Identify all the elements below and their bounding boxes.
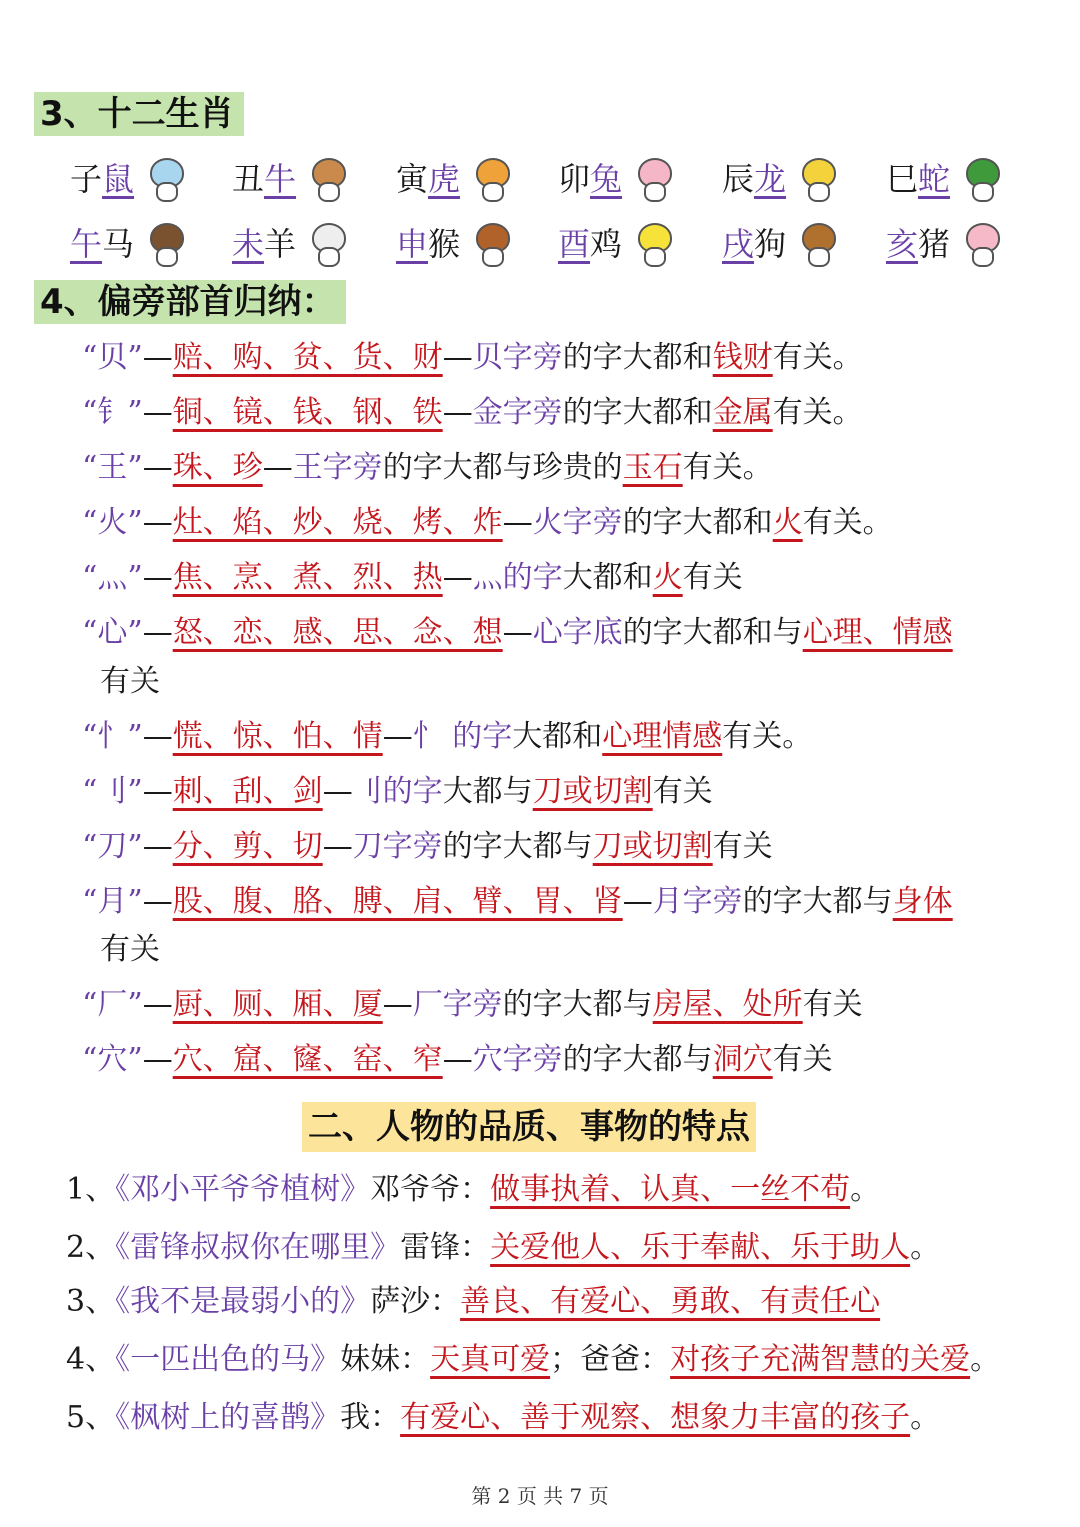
zodiac-branch: 亥: [886, 225, 919, 263]
dash: —: [322, 829, 353, 864]
dash: —: [442, 340, 473, 375]
zodiac-branch: 丑: [232, 160, 265, 198]
zodiac-animal: 鸡: [590, 225, 623, 263]
zodiac-item: [232, 220, 346, 268]
radical-line: [82, 556, 743, 600]
zodiac-branch: 辰: [722, 160, 755, 198]
dash: —: [142, 615, 173, 650]
example-chars: 灶、焰、炒、烧、烤、炸: [172, 505, 503, 540]
radical-quote: “穴”: [82, 1042, 143, 1077]
dash: —: [142, 340, 173, 375]
dash: —: [382, 719, 413, 754]
zodiac-animal: 鼠: [102, 160, 135, 198]
quality-item: [66, 1168, 880, 1212]
radical-name: 忄 的字: [412, 719, 513, 754]
radical-desc: 的字大都与: [742, 884, 893, 919]
character-quality: 善良、有爱心、勇敢、有责任心: [460, 1284, 881, 1319]
example-chars: 厨、厕、厢、厦: [172, 987, 383, 1022]
tiger-icon-body: [482, 182, 504, 202]
dash: —: [142, 560, 173, 595]
radical-line: [82, 825, 773, 869]
pig-icon: [962, 223, 1000, 265]
radical-quote: “忄”: [82, 719, 143, 754]
character-name: 邓爷爷：: [370, 1172, 491, 1207]
sheep-icon-body: [318, 247, 340, 267]
radical-desc: 的字大都和与: [622, 615, 803, 650]
example-chars: 珠、珍: [172, 450, 263, 485]
zodiac-item: [558, 155, 672, 203]
dash: —: [142, 884, 173, 919]
radical-line: [82, 391, 863, 435]
example-chars: 铜、镜、钱、钢、铁: [172, 395, 443, 430]
radical-quote: “灬”: [82, 560, 143, 595]
radical-desc: 的字大都和: [562, 395, 713, 430]
snake-icon: [962, 158, 1000, 200]
radical-name: 心字底: [532, 615, 623, 650]
example-chars: 穴、窟、窿、窑、窄: [172, 1042, 443, 1077]
part-2-banner: 二、人物的品质、事物的特点: [302, 1102, 756, 1152]
character-name: 萨沙：: [370, 1284, 461, 1319]
zodiac-item: [232, 155, 346, 203]
zodiac-animal: 龙: [754, 160, 787, 198]
rabbit-icon-body: [644, 182, 666, 202]
wrap-text-xin: 有关: [100, 664, 160, 699]
radical-end: 有关: [772, 1042, 833, 1077]
radical-quote: “刀”: [82, 829, 143, 864]
example-chars: 焦、烹、煮、烈、热: [172, 560, 443, 595]
zodiac-branch: 未: [232, 225, 265, 263]
radical-end: 有关。: [772, 395, 863, 430]
zodiac-animal: 牛: [264, 160, 297, 198]
radical-name: 穴字旁: [472, 1042, 563, 1077]
ox-icon: [308, 158, 346, 200]
dash: —: [142, 395, 173, 430]
dash: —: [142, 829, 173, 864]
item-tail: 。: [910, 1400, 941, 1435]
dash: —: [622, 884, 653, 919]
item-number: 5、: [66, 1400, 116, 1435]
zodiac-animal: 狗: [754, 225, 787, 263]
zodiac-item: [722, 155, 836, 203]
dragon-icon-body: [808, 182, 830, 202]
radical-end: 有关。: [772, 340, 863, 375]
character-name: 我：: [340, 1400, 401, 1435]
dash: —: [142, 719, 173, 754]
zodiac-item: [886, 220, 1000, 268]
dash: —: [502, 615, 533, 650]
pig-icon-body: [972, 247, 994, 267]
snake-icon-body: [972, 182, 994, 202]
zodiac-branch: 巳: [886, 160, 919, 198]
zodiac-item: [396, 155, 510, 203]
dash: —: [262, 450, 293, 485]
dash: —: [442, 560, 473, 595]
book-title: 《雷锋叔叔你在哪里》: [115, 1230, 401, 1265]
radical-line: [82, 446, 773, 490]
radical-quote: “月”: [82, 884, 143, 919]
example-chars: 赔、购、贫、货、财: [172, 340, 443, 375]
zodiac-branch: 申: [396, 225, 429, 263]
monkey-icon: [472, 223, 510, 265]
example-chars: 怒、恋、感、思、念、想: [172, 615, 503, 650]
zodiac-branch: 酉: [558, 225, 591, 263]
zodiac-branch: 戌: [722, 225, 755, 263]
radical-end: 有关。: [682, 450, 773, 485]
second-character: ；爸爸：: [550, 1342, 671, 1377]
quality-item: [66, 1396, 940, 1440]
quality-item: [66, 1280, 880, 1324]
radical-meaning: 洞穴: [712, 1042, 773, 1077]
zodiac-branch: 寅: [396, 160, 429, 198]
radical-quote: “火”: [82, 505, 143, 540]
tiger-icon: [472, 158, 510, 200]
radical-meaning: 火: [652, 560, 683, 595]
radical-name: 刂的字: [352, 774, 443, 809]
radical-meaning: 金属: [712, 395, 773, 430]
rabbit-icon: [634, 158, 672, 200]
radical-meaning: 火: [772, 505, 803, 540]
sheep-icon: [308, 223, 346, 265]
radical-line: [82, 880, 953, 924]
radical-quote: “王”: [82, 450, 143, 485]
dash: —: [442, 1042, 473, 1077]
radical-quote: “贝”: [82, 340, 143, 375]
monkey-icon-body: [482, 247, 504, 267]
mouse-icon-body: [156, 182, 178, 202]
zodiac-item: [558, 220, 672, 268]
radical-end: 有关。: [802, 505, 893, 540]
dash: —: [142, 505, 173, 540]
radical-desc: 大都和: [562, 560, 653, 595]
quality-item: [66, 1226, 940, 1270]
radical-end: 有关: [712, 829, 773, 864]
radical-meaning: 刀或切割: [532, 774, 653, 809]
radical-quote: “厂”: [82, 987, 143, 1022]
dog-icon-body: [808, 247, 830, 267]
section-3-title: 3、十二生肖: [34, 92, 244, 136]
zodiac-animal: 羊: [264, 225, 297, 263]
radical-quote: “钅”: [82, 395, 143, 430]
radical-name: 火字旁: [532, 505, 623, 540]
zodiac-item: [70, 155, 184, 203]
zodiac-animal: 猪: [918, 225, 951, 263]
character-name: 妹妹：: [340, 1342, 431, 1377]
radical-line: [82, 336, 863, 380]
radical-end: 有关: [682, 560, 743, 595]
item-number: 2、: [66, 1230, 116, 1265]
item-number: 3、: [66, 1284, 116, 1319]
radical-line: [82, 715, 812, 759]
character-name: 雷锋：: [400, 1230, 491, 1265]
dog-icon: [798, 223, 836, 265]
zodiac-item: [396, 220, 510, 268]
radical-meaning: 刀或切割: [592, 829, 713, 864]
radical-quote: “心”: [82, 615, 143, 650]
zodiac-animal: 猴: [428, 225, 461, 263]
zodiac-branch: 子: [70, 160, 103, 198]
zodiac-animal: 兔: [590, 160, 623, 198]
dash: —: [322, 774, 353, 809]
character-quality: 有爱心、善于观察、想象力丰富的孩子: [400, 1400, 911, 1435]
item-number: 1、: [66, 1172, 116, 1207]
radical-meaning: 玉石: [622, 450, 683, 485]
example-chars: 股、腹、胳、膊、肩、臂、胃、肾: [172, 884, 623, 919]
zodiac-animal: 马: [102, 225, 135, 263]
character-quality: 关爱他人、乐于奉献、乐于助人: [490, 1230, 911, 1265]
radical-line: [82, 770, 713, 814]
wrap-text-yue: 有关: [100, 932, 160, 967]
radical-desc: 的字大都和: [562, 340, 713, 375]
mouse-icon: [146, 158, 184, 200]
radical-meaning: 心理情感: [602, 719, 723, 754]
ox-icon-body: [318, 182, 340, 202]
character-quality: 做事执着、认真、一丝不苟: [490, 1172, 851, 1207]
radical-desc: 的字大都与: [562, 1042, 713, 1077]
radical-name: 灬的字: [472, 560, 563, 595]
dash: —: [502, 505, 533, 540]
dash: —: [142, 450, 173, 485]
radical-desc: 大都和: [512, 719, 603, 754]
radical-end: 有关: [652, 774, 713, 809]
radical-line: [82, 611, 953, 655]
zodiac-animal: 蛇: [918, 160, 951, 198]
zodiac-item: [886, 155, 1000, 203]
horse-icon: [146, 223, 184, 265]
radical-line: [82, 983, 863, 1027]
radical-meaning: 房屋、处所: [652, 987, 803, 1022]
radical-name: 金字旁: [472, 395, 563, 430]
radical-name: 贝字旁: [472, 340, 563, 375]
book-title: 《我不是最弱小的》: [115, 1284, 371, 1319]
dragon-icon: [798, 158, 836, 200]
example-chars: 慌、惊、怕、情: [172, 719, 383, 754]
second-quality: 对孩子充满智慧的关爱: [670, 1342, 971, 1377]
radical-desc: 大都与: [442, 774, 533, 809]
character-quality: 天真可爱: [430, 1342, 551, 1377]
book-title: 《枫树上的喜鹊》: [115, 1400, 341, 1435]
zodiac-branch: 午: [70, 225, 103, 263]
item-tail: 。: [850, 1172, 881, 1207]
radical-end: 有关。: [722, 719, 813, 754]
quality-item: [66, 1338, 1000, 1382]
zodiac-branch: 卯: [558, 160, 591, 198]
radical-name: 月字旁: [652, 884, 743, 919]
item-number: 4、: [66, 1342, 116, 1377]
radical-desc: 的字大都和: [622, 505, 773, 540]
section-4-title: 4、偏旁部首归纳：: [34, 280, 346, 324]
item-tail: 。: [910, 1230, 941, 1265]
horse-icon-body: [156, 247, 178, 267]
dash: —: [142, 1042, 173, 1077]
dash: —: [442, 395, 473, 430]
example-chars: 分、剪、切: [172, 829, 323, 864]
zodiac-item: [722, 220, 836, 268]
zodiac-animal: 虎: [428, 160, 461, 198]
zodiac-item: [70, 220, 184, 268]
radical-quote: “刂”: [82, 774, 143, 809]
radical-meaning: 钱财: [712, 340, 773, 375]
radical-end: 有关: [802, 987, 863, 1022]
page-footer: 第 2 页 共 7 页: [471, 1484, 609, 1508]
radical-meaning: 心理、情感: [802, 615, 953, 650]
radical-desc: 的字大都与: [442, 829, 593, 864]
radical-desc: 的字大都与珍贵的: [382, 450, 623, 485]
rooster-icon: [634, 223, 672, 265]
radical-desc: 的字大都与: [502, 987, 653, 1022]
radical-name: 厂字旁: [412, 987, 503, 1022]
radical-line: [82, 1038, 833, 1082]
dash: —: [382, 987, 413, 1022]
radical-line: [82, 501, 893, 545]
radical-name: 王字旁: [292, 450, 383, 485]
book-title: 《一匹出色的马》: [115, 1342, 341, 1377]
radical-meaning: 身体: [892, 884, 953, 919]
radical-name: 刀字旁: [352, 829, 443, 864]
example-chars: 刺、刮、剑: [172, 774, 323, 809]
dash: —: [142, 987, 173, 1022]
dash: —: [142, 774, 173, 809]
item-tail: 。: [970, 1342, 1001, 1377]
rooster-icon-body: [644, 247, 666, 267]
book-title: 《邓小平爷爷植树》: [115, 1172, 371, 1207]
